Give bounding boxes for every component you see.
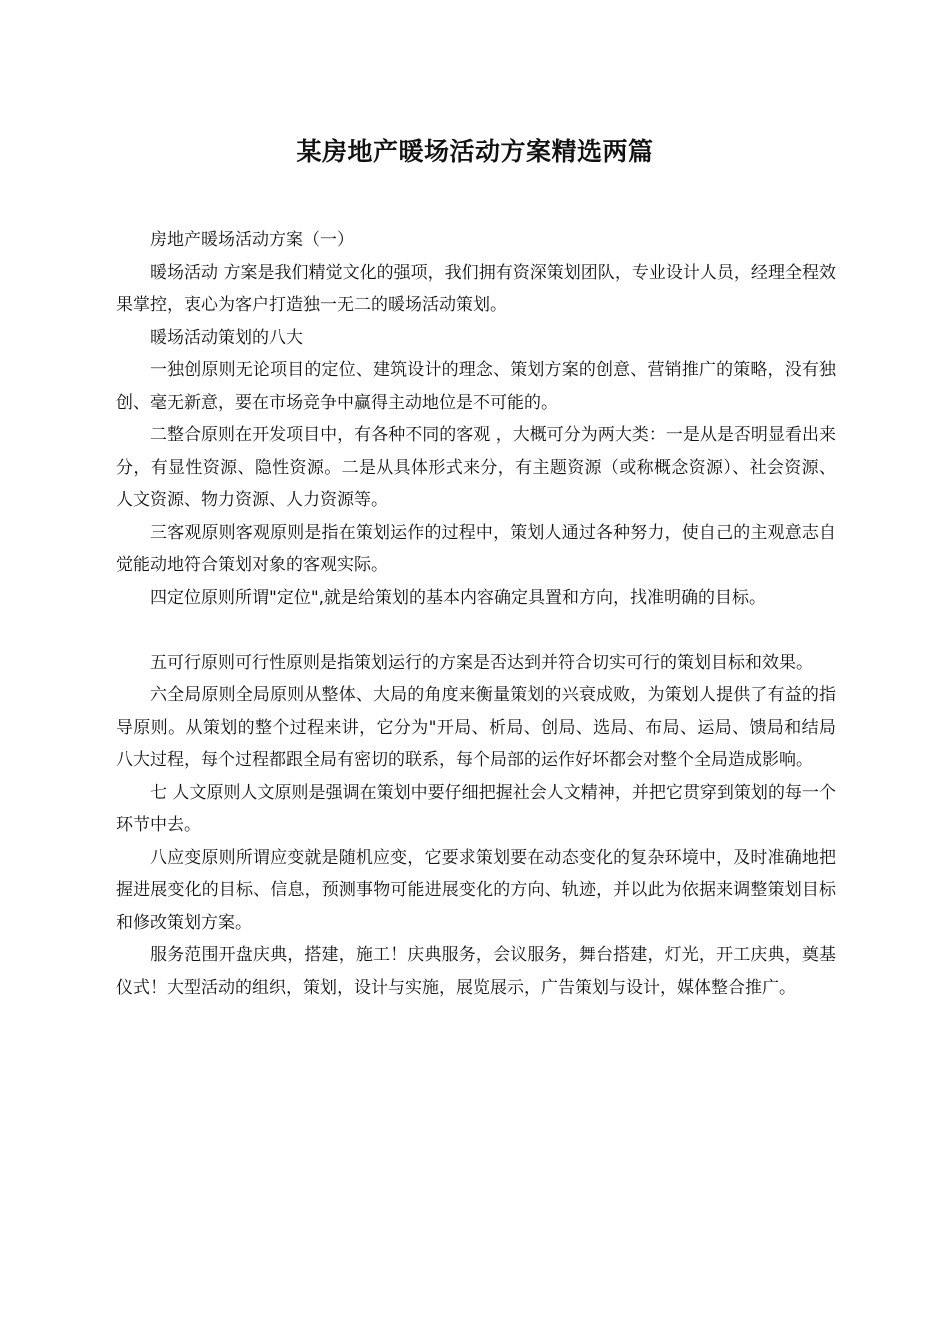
paragraph-principle-positioning: 四定位原则所谓"定位",就是给策划的基本内容确定具置和方向，找准明确的目标。	[150, 587, 767, 608]
document-title: 某房地产暖场活动方案精选两篇	[296, 137, 654, 166]
document-body	[116, 224, 836, 1004]
paragraph-principle-objectivity: 三客观原则客观原则是指在策划运作的过程中，策划人通过各种努力，使自己的主观意志自觉能动地符合策划对象的客观实际。	[116, 522, 836, 575]
paragraph-principle-humanity: 七 人文原则人文原则是强调在策划中要仔细把握社会人文精神，并把它贯穿到策划的每一个环节中去。	[116, 782, 836, 835]
paragraph-principle-feasibility: 五可行原则可行性原则是指策划运行的方案是否达到并符合切实可行的策划目标和效果。	[150, 652, 813, 673]
paragraph-service-scope: 服务范围开盘庆典，搭建，施工！庆典服务，会议服务，舞台搭建，灯光，开工庆典，奠基仪式！大型活动的组织，策划，设计与实施，展览展示，广告策划与设计，媒体整合推广。	[116, 945, 836, 998]
section-heading-plan-one: 房地产暖场活动方案（一）	[150, 230, 354, 250]
section-heading-eight-principles: 暖场活动策划的八大	[150, 327, 303, 348]
paragraph-principle-originality: 一独创原则无论项目的定位、建筑设计的理念、策划方案的创意、营销推广的策略，没有独创、毫无新意，要在市场竞争中赢得主动地位是不可能的。	[116, 360, 836, 413]
paragraph-principle-integration: 二整合原则在开发项目中，有各种不同的客观 ，大概可分为两大类：一是从是否明显看出来分，有显性资源、隐性资源。二是从具体形式来分，有主题资源（或称概念资源）、社会资源、人文资源、物力资源、人力资源等。	[116, 425, 836, 510]
paragraph-principle-adaptability: 八应变原则所谓应变就是随机应变，它要求策划要在动态变化的复杂环境中，及时准确地把握进展变化的目标、信息，预测事物可能进展变化的方向、轨迹，并以此为依据来调整策划目标和修改策划方案。	[116, 847, 836, 933]
paragraph-intro: 暖场活动 方案是我们精觉文化的强项，我们拥有资深策划团队，专业设计人员，经理全程效果掌控，衷心为客户打造独一无二的暖场活动策划。	[116, 262, 836, 315]
paragraph-principle-overall: 六全局原则全局原则从整体、大局的角度来衡量策划的兴衰成败，为策划人提供了有益的指导原则。从策划的整个过程来讲，它分为"开局、析局、创局、选局、布局、运局、馈局和结局八大过程，每个过程都跟全局有密切的联系，每个局部的运作好坏都会对整个全局造成影响。	[116, 685, 836, 770]
